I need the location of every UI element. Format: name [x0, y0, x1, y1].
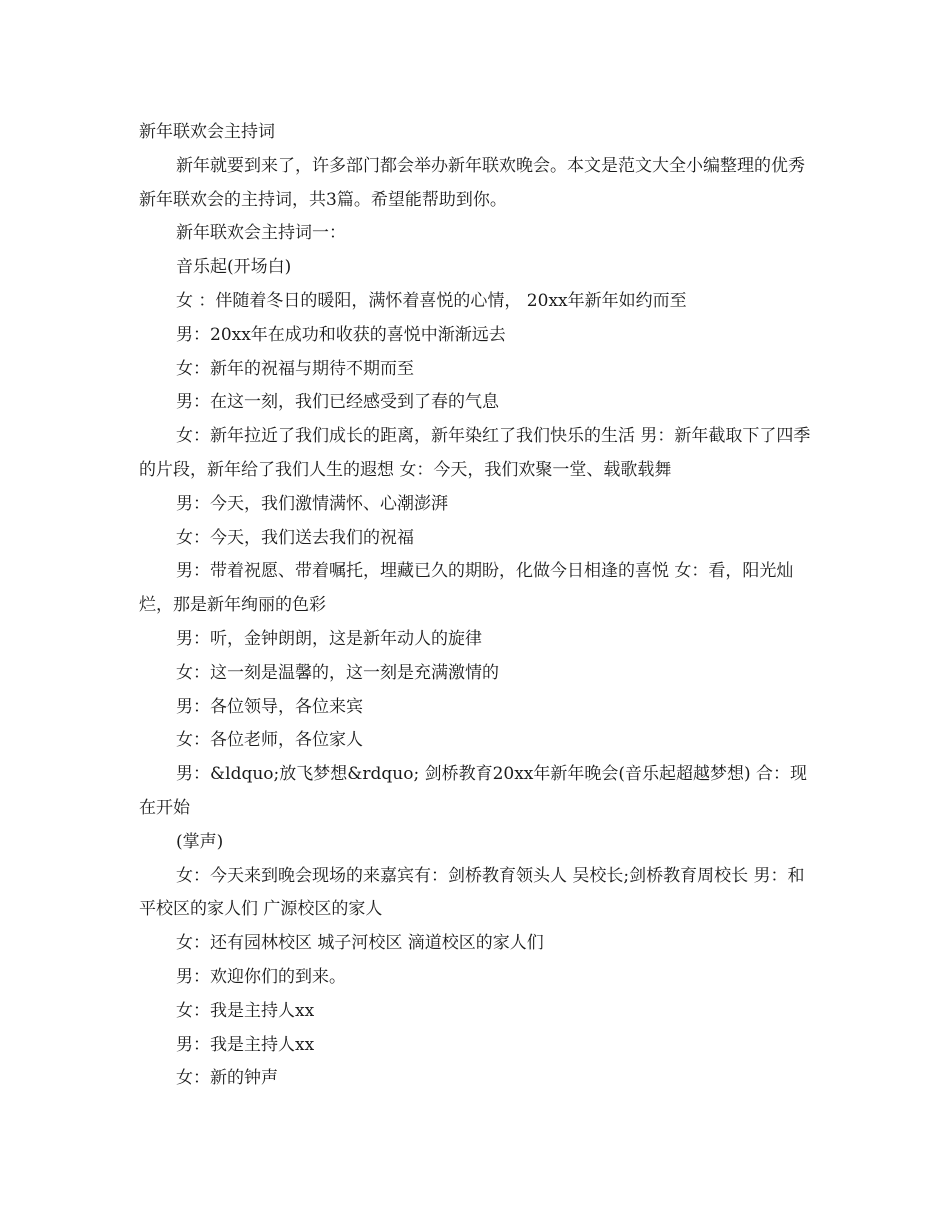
paragraph: 女：今天来到晚会现场的来嘉宾有：剑桥教育领头人 吴校长;剑桥教育周校长 男：和平校区的家人们 广源校区的家人: [139, 865, 805, 920]
paragraph: (掌声): [176, 831, 224, 852]
paragraph: 新年就要到来了，许多部门都会举办新年联欢晚会。本文是范文大全小编整理的优秀新年联欢会的主持词，共3篇。希望能帮助到你。: [139, 155, 805, 210]
document-body: [139, 116, 819, 1096]
paragraph: 男：欢迎你们的到来。: [176, 966, 346, 987]
paragraph: 男：各位领导，各位来宾: [176, 696, 363, 717]
paragraph: 男：带着祝愿、带着嘱托，埋藏已久的期盼，化做今日相逢的喜悦 女：看，阳光灿烂，那是新年绚丽的色彩: [139, 561, 794, 616]
document-title: 新年联欢会主持词: [139, 122, 275, 142]
section-heading: 新年联欢会主持词一：: [176, 223, 346, 244]
paragraph: 女：我是主持人xx: [176, 1000, 315, 1021]
paragraph: 女：新的钟声: [176, 1068, 278, 1089]
paragraph: 男：20xx年在成功和收获的喜悦中渐渐远去: [176, 324, 506, 345]
paragraph: 男：我是主持人xx: [176, 1034, 315, 1055]
paragraph: 男：&ldquo;放飞梦想&rdquo; 剑桥教育20xx年新年晚会(音乐起超越梦想) 合：现在开始: [139, 764, 808, 818]
paragraph: 男：在这一刻，我们已经感受到了春的气息: [176, 392, 499, 413]
paragraph: 男：听，金钟朗朗，这是新年动人的旋律: [176, 628, 482, 649]
paragraph: 音乐起(开场白): [176, 257, 292, 278]
paragraph: 女 ：伴随着冬日的暖阳，满怀着喜悦的心情， 20xx年新年如约而至: [176, 290, 687, 311]
paragraph: 男：今天，我们激情满怀、心潮澎湃: [176, 493, 448, 514]
paragraph: 女：还有园林校区 城子河校区 滴道校区的家人们: [176, 933, 544, 954]
paragraph: 女：新年拉近了我们成长的距离，新年染红了我们快乐的生活 男：新年截取下了四季的片段，新年给了我们人生的遐想 女：今天，我们欢聚一堂、载歌载舞: [139, 426, 811, 480]
paragraph: 女：这一刻是温馨的，这一刻是充满激情的: [176, 662, 499, 683]
paragraph: 女：各位老师，各位家人: [176, 730, 363, 751]
paragraph: 女：新年的祝福与期待不期而至: [176, 358, 414, 379]
paragraph: 女：今天，我们送去我们的祝福: [176, 527, 414, 548]
